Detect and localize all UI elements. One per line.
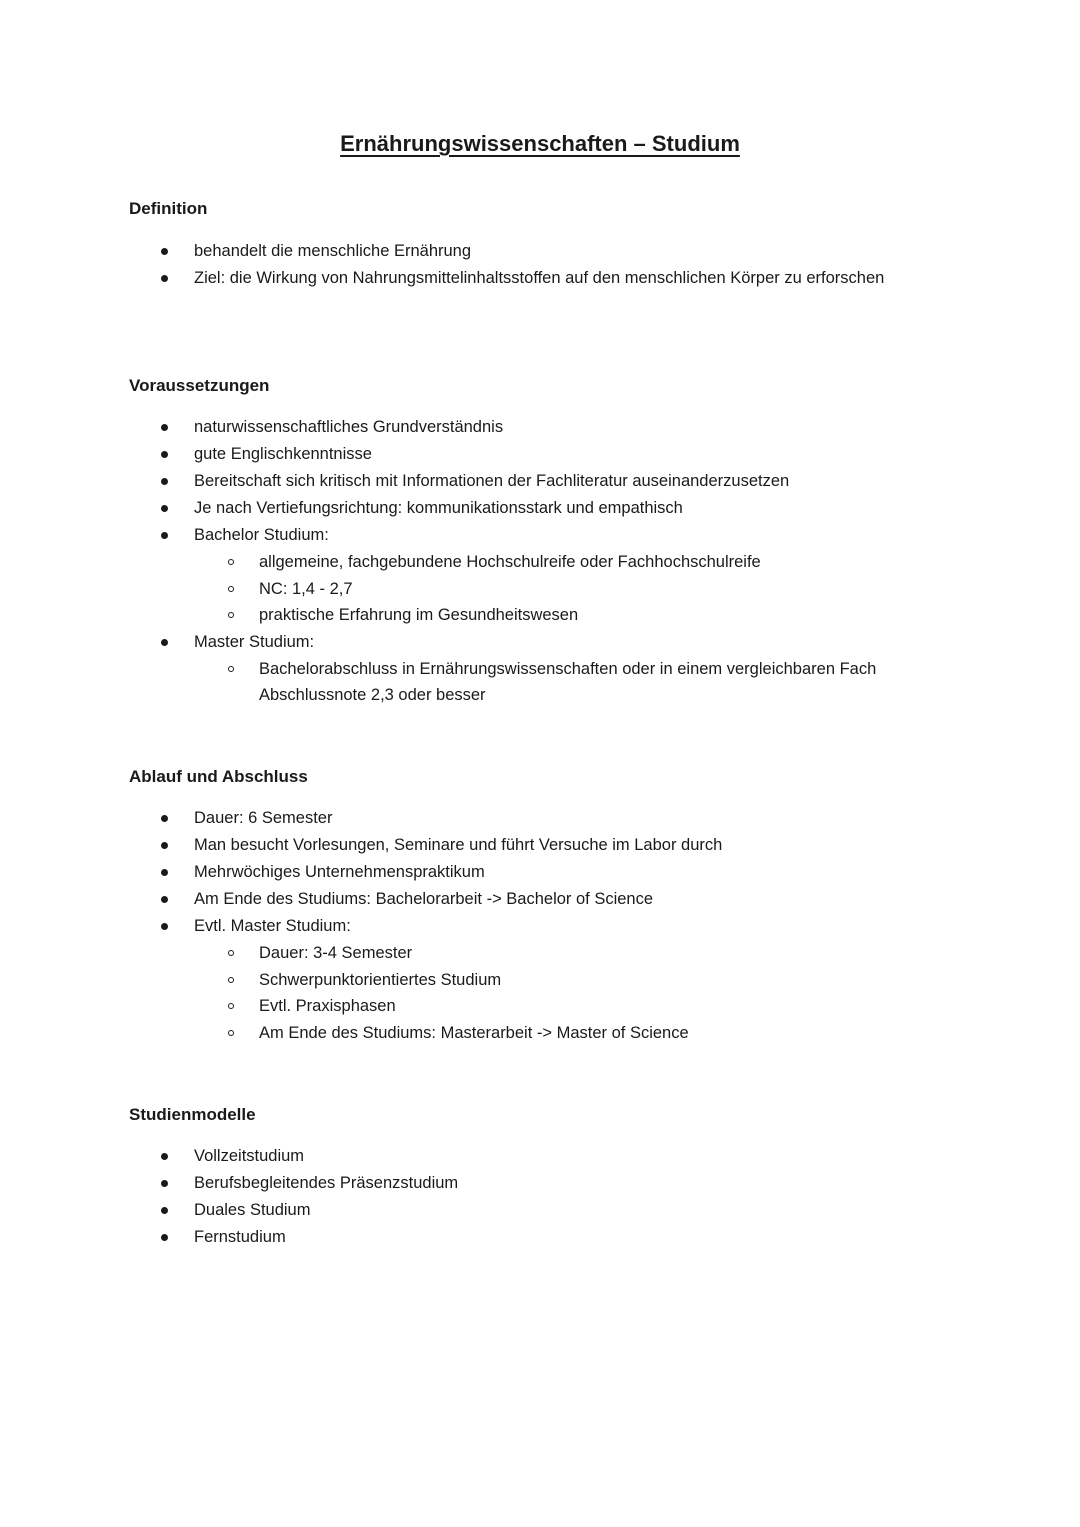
circle-bullet-icon: [228, 666, 234, 672]
section-definition: [129, 197, 969, 292]
sublist-item: Dauer: 3-4 Semester: [194, 940, 969, 967]
list-item: gute Englischkenntnisse: [129, 441, 969, 468]
definition-list: [129, 238, 969, 292]
list-item: Berufsbegleitendes Präsenzstudium: [129, 1170, 969, 1197]
list-item: Je nach Vertiefungsrichtung: kommunikationsstark und empathisch: [129, 495, 969, 522]
circle-bullet-icon: [228, 950, 234, 956]
studienmodelle-list: [129, 1143, 969, 1251]
bullet-icon: [161, 275, 168, 282]
bullet-icon: [161, 1153, 168, 1160]
sublist-item: praktische Erfahrung im Gesundheitswesen: [194, 602, 969, 629]
page-title: Ernährungswissenschaften – Studium: [340, 131, 740, 156]
sublist-item: Evtl. Praxisphasen: [194, 993, 969, 1020]
list-item: Vollzeitstudium: [129, 1143, 969, 1170]
list-item: Bachelor Studium: allgemeine, fachgebundene Hochschulreife oder Fachhochschulreife NC: 1,4 - 2,7 praktische Erfahrung im Gesundheitswesen: [129, 522, 969, 629]
section-voraussetzungen: [129, 374, 969, 709]
ablauf-master-sublist: [194, 940, 969, 1046]
circle-bullet-icon: [228, 1003, 234, 1009]
section-studienmodelle: [129, 1103, 969, 1251]
section-heading-ablauf: Ablauf und Abschluss: [129, 767, 308, 786]
bullet-icon: [161, 478, 168, 485]
bullet-icon: [161, 923, 168, 930]
sublist-item: Bachelorabschluss in Ernährungswissenschaften oder in einem vergleichbaren Fach Abschlussnote 2,3 oder besser: [194, 656, 969, 709]
bullet-icon: [161, 424, 168, 431]
sublist-item: NC: 1,4 - 2,7: [194, 576, 969, 603]
section-heading-studienmodelle: Studienmodelle: [129, 1105, 256, 1124]
bullet-icon: [161, 1180, 168, 1187]
list-item: Man besucht Vorlesungen, Seminare und führt Versuche im Labor durch: [129, 832, 969, 859]
sublist-item: Schwerpunktorientiertes Studium: [194, 967, 969, 994]
list-item: Fernstudium: [129, 1224, 969, 1251]
bullet-icon: [161, 842, 168, 849]
circle-bullet-icon: [228, 1030, 234, 1036]
sublist-item: Am Ende des Studiums: Masterarbeit -> Master of Science: [194, 1020, 969, 1047]
ablauf-list: [129, 805, 969, 1046]
sublist-item: allgemeine, fachgebundene Hochschulreife oder Fachhochschulreife: [194, 549, 969, 576]
bullet-icon: [161, 1234, 168, 1241]
bullet-icon: [161, 505, 168, 512]
list-item: Mehrwöchiges Unternehmenspraktikum: [129, 859, 969, 886]
section-ablauf: [129, 765, 969, 1046]
section-heading-definition: Definition: [129, 199, 208, 218]
list-item: Master Studium: Bachelorabschluss in Ernährungswissenschaften oder in einem vergleichbaren Fach Abschlussnote 2,3 oder besser: [129, 629, 969, 709]
bullet-icon: [161, 815, 168, 822]
voraussetzungen-list: [129, 414, 969, 709]
list-item: Bereitschaft sich kritisch mit Informationen der Fachliteratur auseinanderzusetzen: [129, 468, 969, 495]
bullet-icon: [161, 869, 168, 876]
list-item: Duales Studium: [129, 1197, 969, 1224]
bullet-icon: [161, 1207, 168, 1214]
bullet-icon: [161, 896, 168, 903]
circle-bullet-icon: [228, 612, 234, 618]
bullet-icon: [161, 532, 168, 539]
bullet-icon: [161, 451, 168, 458]
master-sublist: [194, 656, 969, 709]
list-item: Ziel: die Wirkung von Nahrungsmittelinhaltsstoffen auf den menschlichen Körper zu erforschen: [129, 265, 969, 292]
circle-bullet-icon: [228, 586, 234, 592]
list-item: Am Ende des Studiums: Bachelorarbeit -> Bachelor of Science: [129, 886, 969, 913]
list-item: behandelt die menschliche Ernährung: [129, 238, 969, 265]
list-item: Evtl. Master Studium: Dauer: 3-4 Semester Schwerpunktorientiertes Studium Evtl. Praxisphasen Am Ende des Studiums: Masterarbeit -> Master of Science: [129, 913, 969, 1046]
bullet-icon: [161, 639, 168, 646]
circle-bullet-icon: [228, 559, 234, 565]
bullet-icon: [161, 248, 168, 255]
section-heading-voraussetzungen: Voraussetzungen: [129, 376, 270, 395]
circle-bullet-icon: [228, 977, 234, 983]
bachelor-sublist: [194, 549, 969, 629]
list-item: naturwissenschaftliches Grundverständnis: [129, 414, 969, 441]
list-item: Dauer: 6 Semester: [129, 805, 969, 832]
